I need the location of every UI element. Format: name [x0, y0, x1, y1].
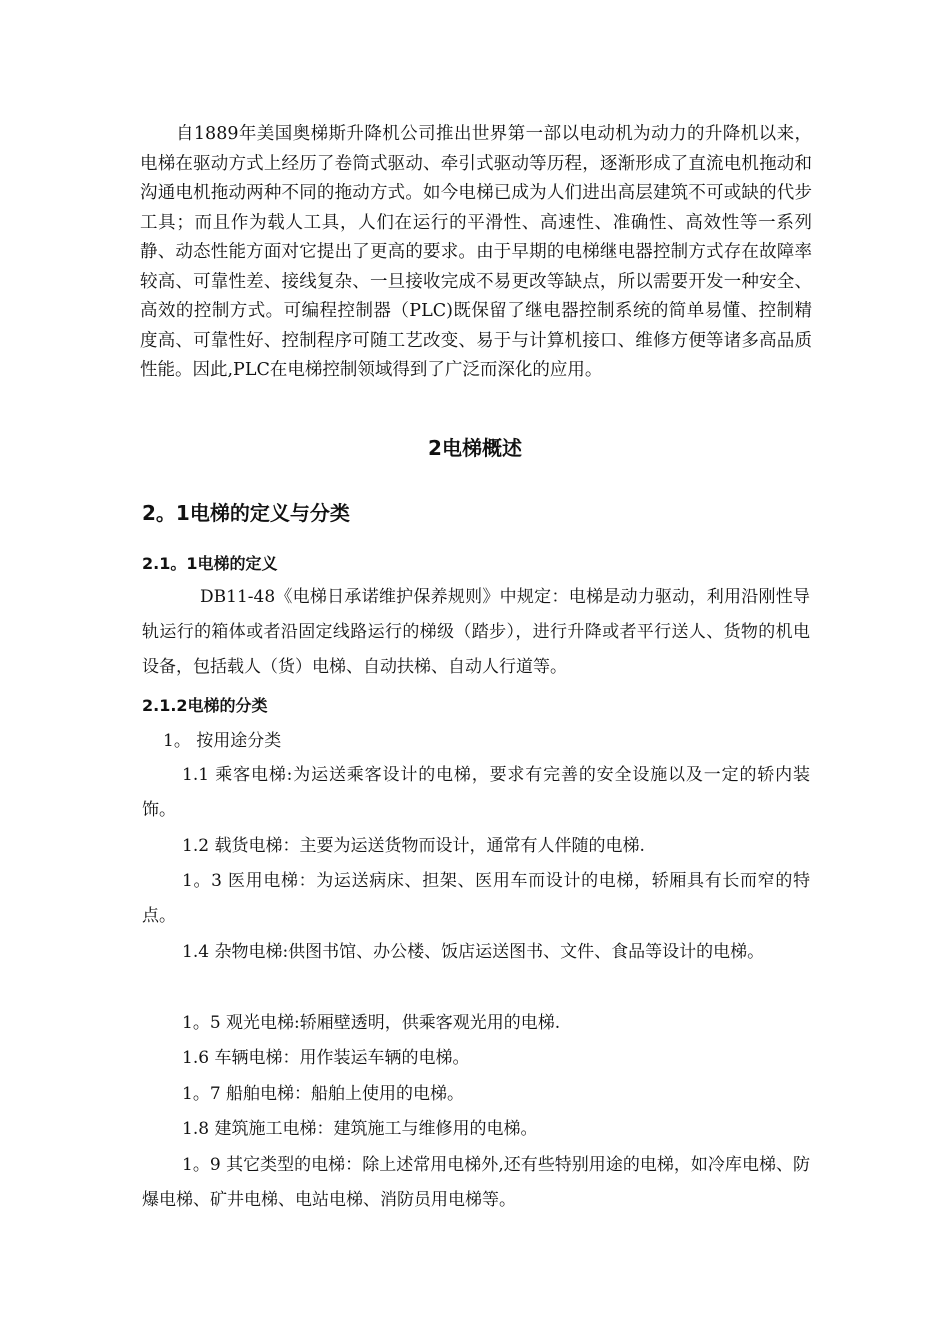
chapter-title: 2电梯概述	[428, 436, 522, 460]
section-title: 2。1电梯的定义与分类	[142, 501, 350, 525]
list-item: 1。9 其它类型的电梯：除上述常用电梯外,还有些特别用途的电梯，如冷库电梯、防爆电梯、矿井电梯、电站电梯、消防员用电梯等。	[142, 1155, 810, 1210]
list-heading: 1。 按用途分类	[163, 731, 282, 751]
list-item: 1.1 乘客电梯:为运送乘客设计的电梯，要求有完善的安全设施以及一定的轿内装饰。	[142, 765, 810, 820]
list-item: 1。3 医用电梯：为运送病床、担架、医用车而设计的电梯，轿厢具有长而窄的特点。	[142, 871, 810, 926]
definition-paragraph: DB11-48《电梯日承诺维护保养规则》中规定：电梯是动力驱动，利用沿刚性导轨运行的箱体或者沿固定线路运行的梯级（踏步），进行升降或者平行送人、货物的机电设备，包括载人（货）电梯、自动扶梯、自动人行道等。	[142, 587, 810, 677]
list-item: 1。7 船舶电梯：船舶上使用的电梯。	[182, 1084, 465, 1104]
list-item: 1.4 杂物电梯:供图书馆、办公楼、饭店运送图书、文件、食品等设计的电梯。	[182, 942, 765, 962]
intro-paragraph: 自1889年美国奥梯斯升降机公司推出世界第一部以电动机为动力的升降机以来，电梯在驱动方式上经历了卷筒式驱动、牵引式驱动等历程，逐渐形成了直流电机拖动和沟通电机拖动两种不同的拖动方式。如今电梯已成为人们进出高层建筑不可或缺的代步工具；而且作为载人工具，人们在运行的平滑性、高速性、准确性、高效性等一系列静、动态性能方面对它提出了更高的要求。由于早期的电梯继电器控制方式存在故障率较高、可靠性差、接线复杂、一旦接收完成不易更改等缺点，所以需要开发一种安全、高效的控制方式。可编程控制器（PLC)既保留了继电器控制系统的简单易懂、控制精度高、可靠性好、控制程序可随工艺改变、易于与计算机接口、维修方便等诸多高品质性能。因此,PLC在电梯控制领域得到了广泛而深化的应用。	[140, 124, 812, 380]
list-item: 1.6 车辆电梯：用作装运车辆的电梯。	[182, 1048, 470, 1068]
subsection-title-definition: 2.1。1电梯的定义	[142, 554, 278, 573]
list-item: 1。5 观光电梯:轿厢壁透明，供乘客观光用的电梯.	[182, 1013, 561, 1033]
subsection-title-classification: 2.1.2电梯的分类	[142, 696, 268, 715]
list-item: 1.8 建筑施工电梯：建筑施工与维修用的电梯。	[182, 1119, 538, 1139]
list-item: 1.2 载货电梯：主要为运送货物而设计，通常有人伴随的电梯.	[182, 836, 645, 856]
